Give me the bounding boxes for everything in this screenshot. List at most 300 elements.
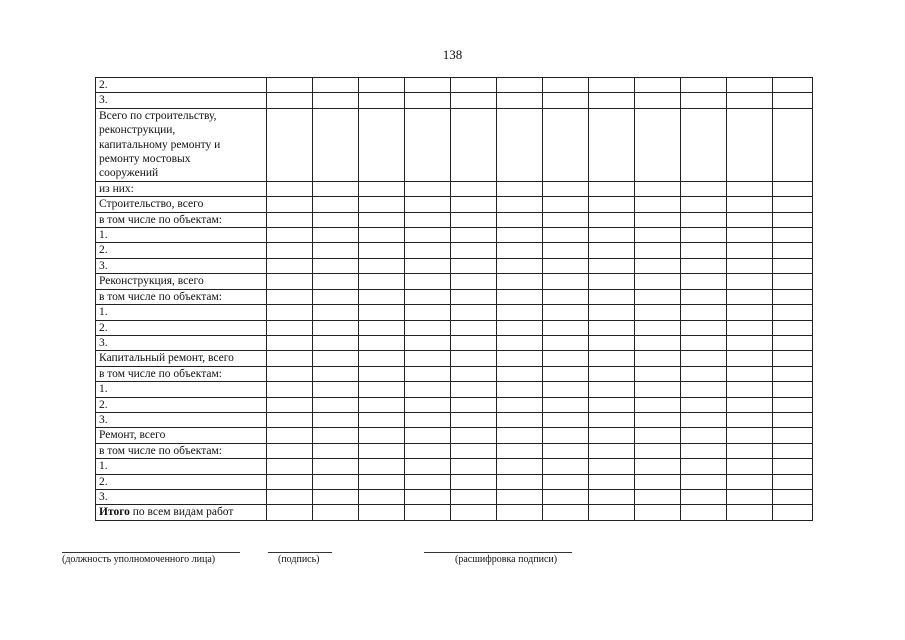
table-cell — [681, 320, 727, 335]
table-cell — [359, 243, 405, 258]
table-cell — [359, 459, 405, 474]
table-cell — [405, 243, 451, 258]
table-cell — [451, 412, 497, 427]
table-cell — [451, 181, 497, 196]
table-cell — [359, 181, 405, 196]
table-cell — [681, 428, 727, 443]
table-cell — [727, 382, 773, 397]
table-cell — [773, 412, 813, 427]
table-cell — [313, 459, 359, 474]
table-cell — [681, 443, 727, 458]
table-cell — [773, 305, 813, 320]
table-cell — [773, 78, 813, 93]
table-cell — [681, 397, 727, 412]
table-cell — [773, 93, 813, 108]
table-cell — [589, 289, 635, 304]
table-cell — [267, 108, 313, 181]
table-cell — [497, 459, 543, 474]
table-cell — [589, 274, 635, 289]
table-cell — [405, 181, 451, 196]
table-cell — [359, 212, 405, 227]
table-cell — [589, 459, 635, 474]
table-cell — [267, 289, 313, 304]
table-cell — [773, 274, 813, 289]
decoding-caption: (расшифровка подписи) — [455, 554, 558, 565]
row-label: Капитальный ремонт, всего — [96, 351, 267, 366]
table-cell — [451, 335, 497, 350]
table-cell — [589, 335, 635, 350]
table-cell — [635, 474, 681, 489]
table-cell — [543, 243, 589, 258]
table-cell — [497, 258, 543, 273]
table-cell — [359, 366, 405, 381]
table-cell — [267, 474, 313, 489]
table-cell — [405, 443, 451, 458]
table-cell — [313, 489, 359, 504]
row-label: 3. — [96, 93, 267, 108]
table-cell — [497, 335, 543, 350]
table-cell — [543, 197, 589, 212]
table-cell — [773, 428, 813, 443]
table-cell — [497, 289, 543, 304]
row-label: 2. — [96, 397, 267, 412]
table-cell — [543, 428, 589, 443]
table-row — [96, 505, 813, 520]
table-cell — [405, 428, 451, 443]
table-cell — [267, 428, 313, 443]
table-cell — [727, 459, 773, 474]
table-cell — [405, 258, 451, 273]
table-cell — [313, 397, 359, 412]
table-cell — [497, 428, 543, 443]
table-cell — [405, 335, 451, 350]
table-cell — [313, 243, 359, 258]
table-cell — [497, 489, 543, 504]
table-cell — [451, 274, 497, 289]
table-cell — [543, 474, 589, 489]
table-cell — [267, 258, 313, 273]
table-cell — [773, 489, 813, 504]
row-label: 3. — [96, 412, 267, 427]
table-cell — [589, 258, 635, 273]
table-cell — [359, 305, 405, 320]
table-cell — [267, 228, 313, 243]
table-row — [96, 274, 813, 289]
table-cell — [497, 397, 543, 412]
table-cell — [497, 443, 543, 458]
table-cell — [405, 197, 451, 212]
table-cell — [267, 382, 313, 397]
table-cell — [405, 412, 451, 427]
table-cell — [267, 305, 313, 320]
table-cell — [727, 397, 773, 412]
table-cell — [635, 335, 681, 350]
table-cell — [635, 78, 681, 93]
table-cell — [543, 320, 589, 335]
table-cell — [635, 108, 681, 181]
row-label: Реконструкция, всего — [96, 274, 267, 289]
table-cell — [267, 443, 313, 458]
table-cell — [359, 197, 405, 212]
table-cell — [405, 228, 451, 243]
table-cell — [543, 108, 589, 181]
row-label-rest: по всем видам работ — [129, 506, 234, 519]
table-row — [96, 228, 813, 243]
table-cell — [497, 382, 543, 397]
table-cell — [589, 243, 635, 258]
table-cell — [543, 258, 589, 273]
table-cell — [727, 474, 773, 489]
table-cell — [589, 351, 635, 366]
row-label: в том числе по объектам: — [96, 443, 267, 458]
table-cell — [267, 212, 313, 227]
table-cell — [589, 489, 635, 504]
table-cell — [543, 289, 589, 304]
table-cell — [727, 258, 773, 273]
table-cell — [313, 382, 359, 397]
table-cell — [681, 228, 727, 243]
table-row — [96, 366, 813, 381]
table-cell — [727, 243, 773, 258]
table-cell — [727, 505, 773, 520]
report-table — [95, 77, 813, 521]
table-cell — [773, 459, 813, 474]
row-label: Всего по строительству, реконструкции, капитальному ремонту и ремонту мостовых сооружений — [96, 108, 267, 181]
table-cell — [589, 181, 635, 196]
table-cell — [267, 78, 313, 93]
table-cell — [681, 505, 727, 520]
table-row — [96, 305, 813, 320]
signature-line — [268, 552, 332, 553]
table-cell — [589, 197, 635, 212]
table-cell — [635, 428, 681, 443]
table-cell — [313, 366, 359, 381]
table-cell — [773, 320, 813, 335]
table-cell — [497, 274, 543, 289]
table-cell — [635, 505, 681, 520]
table-cell — [773, 382, 813, 397]
table-cell — [267, 397, 313, 412]
table-cell — [727, 197, 773, 212]
table-cell — [497, 305, 543, 320]
table-cell — [497, 243, 543, 258]
table-cell — [405, 289, 451, 304]
table-cell — [451, 289, 497, 304]
table-cell — [773, 289, 813, 304]
table-cell — [359, 78, 405, 93]
table-row — [96, 289, 813, 304]
table-cell — [727, 489, 773, 504]
table-cell — [727, 108, 773, 181]
table-cell — [635, 320, 681, 335]
table-cell — [451, 489, 497, 504]
table-cell — [727, 305, 773, 320]
table-row — [96, 443, 813, 458]
table-cell — [313, 320, 359, 335]
table-cell — [451, 505, 497, 520]
table-cell — [451, 351, 497, 366]
table-cell — [359, 108, 405, 181]
row-label: в том числе по объектам: — [96, 289, 267, 304]
table-cell — [267, 489, 313, 504]
table-cell — [635, 366, 681, 381]
table-cell — [773, 474, 813, 489]
table-cell — [267, 459, 313, 474]
table-cell — [681, 335, 727, 350]
row-label: 1. — [96, 382, 267, 397]
table-cell — [359, 474, 405, 489]
table-row — [96, 93, 813, 108]
table-cell — [681, 108, 727, 181]
table-cell — [359, 412, 405, 427]
table-row — [96, 474, 813, 489]
table-cell — [359, 443, 405, 458]
table-cell — [405, 78, 451, 93]
table-cell — [497, 412, 543, 427]
table-cell — [681, 351, 727, 366]
table-cell — [681, 258, 727, 273]
table-cell — [405, 212, 451, 227]
table-cell — [681, 305, 727, 320]
row-label: 2. — [96, 78, 267, 93]
table-cell — [681, 274, 727, 289]
table-row — [96, 243, 813, 258]
table-cell — [451, 305, 497, 320]
table-cell — [267, 197, 313, 212]
table-row — [96, 108, 813, 181]
table-cell — [681, 197, 727, 212]
table-cell — [497, 212, 543, 227]
table-cell — [589, 212, 635, 227]
table-cell — [543, 459, 589, 474]
table-cell — [727, 181, 773, 196]
table-cell — [451, 443, 497, 458]
table-cell — [773, 335, 813, 350]
table-cell — [405, 351, 451, 366]
table-cell — [681, 366, 727, 381]
row-label: 3. — [96, 258, 267, 273]
table-row — [96, 489, 813, 504]
table-cell — [589, 505, 635, 520]
table-cell — [497, 474, 543, 489]
row-label: 1. — [96, 459, 267, 474]
table-row — [96, 197, 813, 212]
table-cell — [543, 382, 589, 397]
table-cell — [359, 505, 405, 520]
table-cell — [405, 382, 451, 397]
table-cell — [313, 108, 359, 181]
table-cell — [773, 351, 813, 366]
table-cell — [727, 320, 773, 335]
table-cell — [773, 197, 813, 212]
table-cell — [313, 93, 359, 108]
table-cell — [543, 181, 589, 196]
table-cell — [405, 489, 451, 504]
table-cell — [589, 397, 635, 412]
table-cell — [267, 335, 313, 350]
row-label: 3. — [96, 335, 267, 350]
table-cell — [635, 197, 681, 212]
table-cell — [635, 289, 681, 304]
table-cell — [313, 474, 359, 489]
table-cell — [589, 366, 635, 381]
table-cell — [681, 78, 727, 93]
table-cell — [635, 382, 681, 397]
table-cell — [359, 397, 405, 412]
table-cell — [359, 258, 405, 273]
table-cell — [313, 274, 359, 289]
table-cell — [635, 258, 681, 273]
table-cell — [451, 397, 497, 412]
table-cell — [773, 228, 813, 243]
table-cell — [497, 505, 543, 520]
table-cell — [681, 212, 727, 227]
table-cell — [313, 351, 359, 366]
table-cell — [635, 305, 681, 320]
table-cell — [589, 320, 635, 335]
table-cell — [635, 212, 681, 227]
table-row — [96, 212, 813, 227]
table-cell — [497, 93, 543, 108]
table-cell — [267, 351, 313, 366]
row-label: Строительство, всего — [96, 197, 267, 212]
table-cell — [451, 197, 497, 212]
table-cell — [635, 228, 681, 243]
table-cell — [267, 505, 313, 520]
report-table-body — [96, 78, 813, 521]
table-cell — [543, 305, 589, 320]
table-cell — [267, 320, 313, 335]
table-cell — [405, 505, 451, 520]
table-cell — [589, 228, 635, 243]
table-cell — [313, 181, 359, 196]
table-row — [96, 181, 813, 196]
table-cell — [589, 474, 635, 489]
table-cell — [727, 289, 773, 304]
table-cell — [359, 320, 405, 335]
table-cell — [451, 459, 497, 474]
table-cell — [635, 351, 681, 366]
table-cell — [543, 351, 589, 366]
table-cell — [451, 320, 497, 335]
table-cell — [497, 320, 543, 335]
table-row — [96, 459, 813, 474]
table-cell — [635, 489, 681, 504]
table-row — [96, 382, 813, 397]
table-row — [96, 320, 813, 335]
row-label: Ремонт, всего — [96, 428, 267, 443]
table-cell — [635, 397, 681, 412]
table-cell — [635, 274, 681, 289]
table-cell — [359, 382, 405, 397]
row-label-bold: Итого — [99, 506, 130, 519]
table-cell — [359, 228, 405, 243]
table-cell — [405, 320, 451, 335]
table-row — [96, 78, 813, 93]
table-row — [96, 397, 813, 412]
table-cell — [313, 228, 359, 243]
table-cell — [451, 93, 497, 108]
table-cell — [773, 366, 813, 381]
row-label: из них: — [96, 181, 267, 196]
table-cell — [313, 78, 359, 93]
table-cell — [359, 289, 405, 304]
table-cell — [497, 197, 543, 212]
table-cell — [727, 274, 773, 289]
table-cell — [589, 428, 635, 443]
table-cell — [313, 197, 359, 212]
table-cell — [727, 428, 773, 443]
table-cell — [359, 274, 405, 289]
table-cell — [773, 258, 813, 273]
position-signature-line — [62, 552, 240, 553]
table-cell — [313, 258, 359, 273]
table-cell — [543, 93, 589, 108]
table-cell — [773, 443, 813, 458]
table-cell — [313, 335, 359, 350]
table-cell — [543, 489, 589, 504]
table-cell — [635, 443, 681, 458]
table-cell — [313, 428, 359, 443]
table-cell — [313, 305, 359, 320]
table-cell — [451, 78, 497, 93]
table-cell — [635, 243, 681, 258]
signature-caption: (подпись) — [278, 554, 320, 565]
table-row — [96, 428, 813, 443]
table-cell — [451, 228, 497, 243]
table-cell — [405, 274, 451, 289]
table-row — [96, 258, 813, 273]
row-label: 2. — [96, 474, 267, 489]
table-cell — [727, 366, 773, 381]
table-cell — [497, 108, 543, 181]
table-cell — [405, 397, 451, 412]
row-label: 1. — [96, 228, 267, 243]
table-cell — [405, 459, 451, 474]
row-label — [96, 505, 267, 520]
table-cell — [405, 108, 451, 181]
table-cell — [589, 382, 635, 397]
table-cell — [773, 397, 813, 412]
table-cell — [773, 505, 813, 520]
table-cell — [267, 181, 313, 196]
table-cell — [267, 412, 313, 427]
table-cell — [681, 93, 727, 108]
table-cell — [681, 474, 727, 489]
table-cell — [451, 258, 497, 273]
table-cell — [267, 274, 313, 289]
table-cell — [313, 412, 359, 427]
table-cell — [497, 181, 543, 196]
table-cell — [589, 108, 635, 181]
table-cell — [727, 412, 773, 427]
table-cell — [635, 459, 681, 474]
table-cell — [773, 243, 813, 258]
table-cell — [727, 93, 773, 108]
table-cell — [405, 93, 451, 108]
table-cell — [773, 181, 813, 196]
position-caption: (должность уполномоченного лица) — [62, 554, 216, 565]
table-cell — [681, 459, 727, 474]
table-cell — [497, 78, 543, 93]
table-cell — [543, 505, 589, 520]
table-cell — [359, 335, 405, 350]
table-cell — [543, 212, 589, 227]
table-cell — [589, 305, 635, 320]
table-cell — [451, 428, 497, 443]
table-cell — [451, 212, 497, 227]
table-cell — [313, 443, 359, 458]
